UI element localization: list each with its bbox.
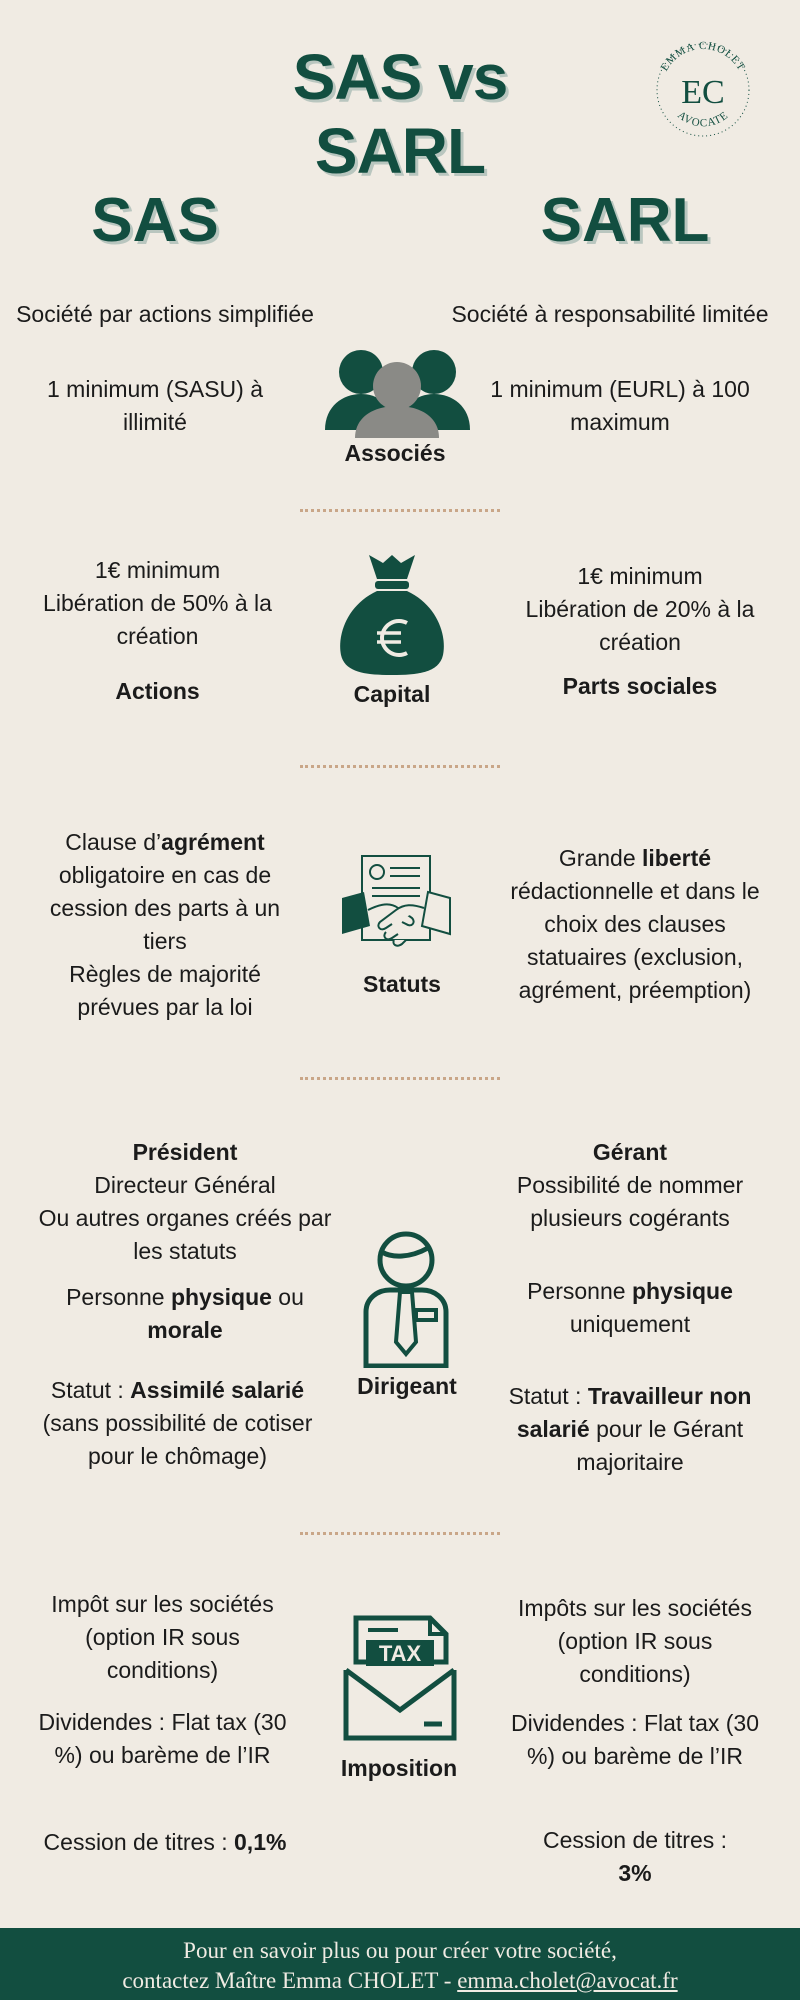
sas-imposition-is: Impôt sur les sociétés (option IR sous conditions) [51, 1591, 274, 1683]
sas-full-name: Société par actions simplifiée [16, 301, 314, 327]
sarl-dirigeant-statut: Statut : Travailleur non salarié pour le Gérant majoritaire [508, 1383, 752, 1475]
column-heading-sas: SAS [91, 186, 219, 255]
sas-dirigeant-organes [35, 1136, 335, 1268]
column-heading-sarl: SARL [540, 186, 710, 255]
sas-imposition-cession: Cession de titres : 0,1% [43, 1829, 287, 1855]
money-bag-icon [337, 553, 447, 675]
sarl-full-name: Société à responsabilité limitée [451, 301, 769, 327]
sas-imposition-dividendes: Dividendes : Flat tax (30 %) ou barème de l’IR [38, 1709, 287, 1768]
sas-dirigeant-autres: Ou autres organes créés par les statuts [38, 1205, 332, 1264]
sas-dirigeant-personne: Personne physique ou morale [66, 1284, 304, 1343]
sas-capital-type: Actions [115, 678, 200, 704]
sarl-capital-minimum: 1€ minimum [577, 563, 703, 589]
statuts-label: Statuts [363, 971, 441, 997]
contract-handshake-icon [340, 852, 452, 962]
manager-person-icon [362, 1230, 450, 1368]
section-divider [300, 1532, 500, 1535]
sarl-dirigeant-title: Gérant [592, 1139, 668, 1165]
sas-capital-minimum: 1€ minimum [94, 557, 221, 583]
svg-text:EMMA CHOLET [658, 40, 747, 73]
logo-role-text: AVOCATE [675, 109, 731, 130]
sas-capital-liberation: Libération de 50% à la création [43, 590, 272, 649]
sas-dirigeant-statut: Statut : Assimilé salarié (sans possibilité de cotiser pour le chômage) [42, 1377, 313, 1469]
logo-name-text: EMMA CHOLET [658, 39, 748, 74]
sarl-capital-liberation: Libération de 20% à la création [525, 596, 755, 655]
sarl-statuts-liberte: Grande liberté rédactionnelle et dans le choix des clauses statuaires (exclusion, agrément, préemption) [510, 845, 760, 1003]
logo [648, 35, 758, 145]
associes-label: Associés [344, 440, 446, 466]
sarl-associes-text: 1 minimum (EURL) à 100 maximum [490, 376, 750, 435]
sas-statuts-majorite: Règles de majorité prévues par la loi [69, 961, 261, 1020]
footer-line1: Pour en savoir plus ou pour créer votre société, [183, 1938, 617, 1963]
sarl-imposition-cession: Cession de titres : 3% [542, 1827, 728, 1886]
sas-associes-text: 1 minimum (SASU) à illimité [47, 376, 263, 435]
section-divider [300, 765, 500, 768]
svg-text:AVOCATE [675, 109, 731, 129]
tax-envelope-icon [342, 1612, 458, 1744]
sas-dirigeant-title: Président [132, 1139, 238, 1165]
footer-line2: contactez Maître Emma CHOLET - emma.cholet@avocat.fr [122, 1968, 678, 1993]
logo-monogram: EC [681, 74, 725, 111]
associates-icon [325, 348, 470, 438]
sarl-dirigeant-personne: Personne physique uniquement [527, 1278, 733, 1337]
sas-statuts-agrement: Clause d’agrément obligatoire en cas de cession des parts à un tiers [49, 829, 281, 954]
tax-icon-text: TAX [378, 1641, 422, 1666]
section-divider [300, 509, 500, 512]
contact-email-link[interactable]: emma.cholet@avocat.fr [457, 1968, 678, 1993]
footer-banner [0, 1928, 800, 2000]
sarl-dirigeant-gerant [500, 1136, 760, 1235]
dirigeant-label: Dirigeant [357, 1373, 457, 1399]
capital-label: Capital [353, 681, 431, 707]
imposition-label: Imposition [340, 1755, 458, 1781]
sarl-imposition-dividendes: Dividendes : Flat tax (30 %) ou barème de l’IR [510, 1710, 759, 1769]
section-divider [300, 1077, 500, 1080]
page-title: SAS vs SARL [292, 41, 508, 187]
sarl-dirigeant-cogerants: Possibilité de nommer plusieurs cogérants [516, 1172, 744, 1231]
sas-dirigeant-dg: Directeur Général [94, 1172, 276, 1198]
sarl-imposition-is: Impôts sur les sociétés (option IR sous conditions) [518, 1595, 752, 1687]
sarl-capital-type: Parts sociales [562, 673, 718, 699]
